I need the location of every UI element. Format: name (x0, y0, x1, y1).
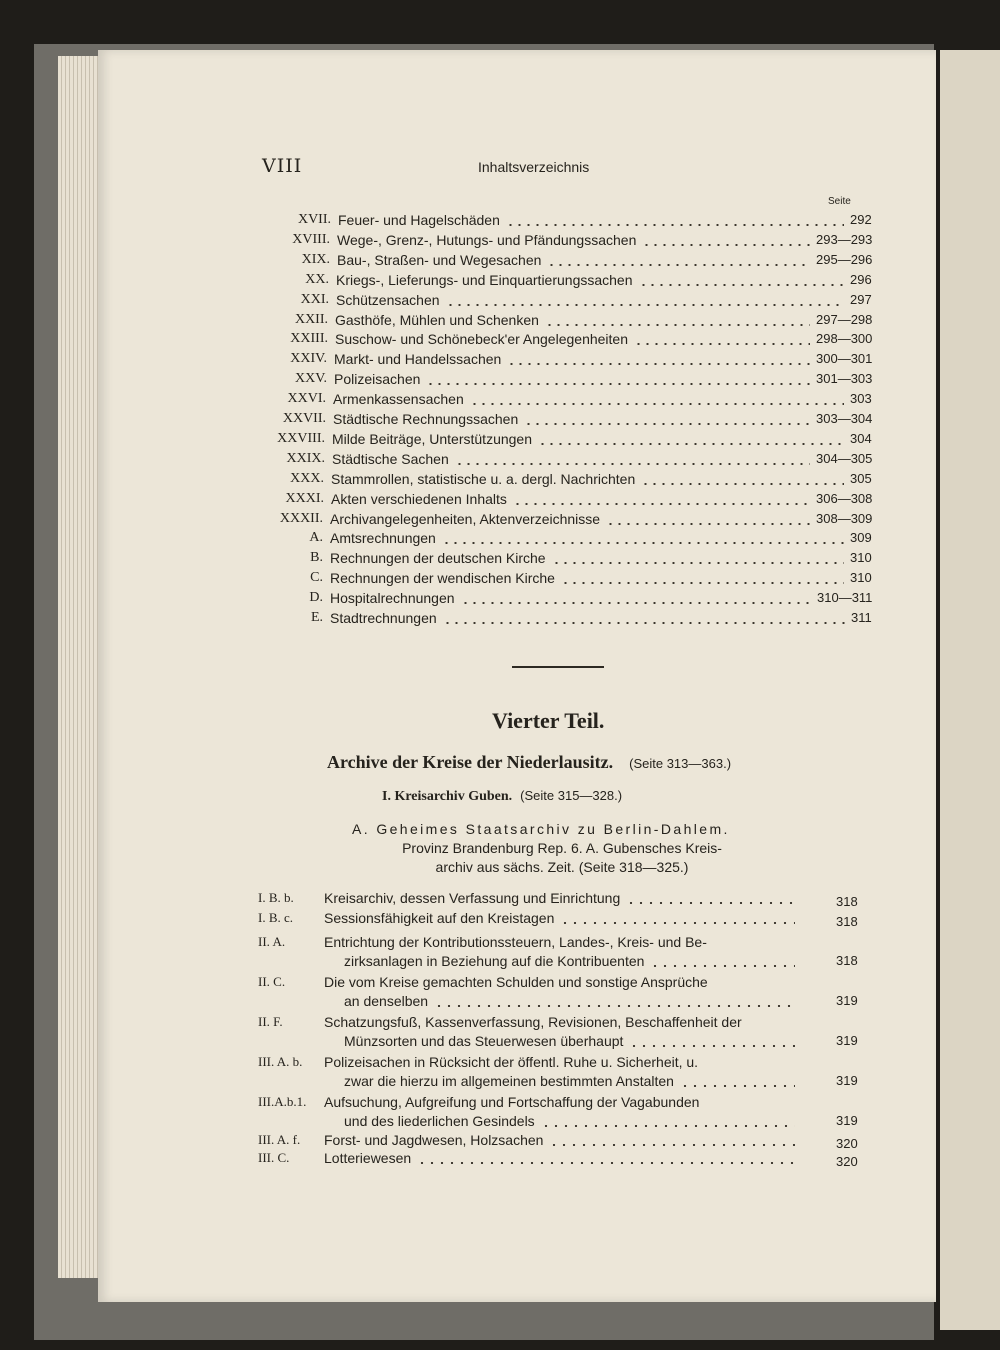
toc-row (290, 349, 873, 369)
toc-number: XXVII. (282, 411, 326, 426)
toc-title: Rechnungen der wendischen Kirche (330, 570, 555, 587)
entry-leader-dots (650, 965, 795, 967)
toc-page: 296 (850, 271, 872, 287)
toc-number: XIX. (301, 251, 330, 267)
toc-title: Städtische Sachen (332, 450, 449, 467)
section-range: (Seite 315—328.) (520, 788, 623, 803)
toc-leader-dots (461, 602, 811, 604)
toc-title: Stadtrechnungen (330, 610, 437, 626)
entry-text-line-1: Schatzungsfuß, Kassenverfassung, Revisionen, Beschaffenheit der (324, 1014, 742, 1030)
toc-leader-dots (506, 224, 844, 226)
toc-page: 311 (851, 610, 872, 625)
toc-number: E. (310, 610, 323, 625)
toc-page: 305 (850, 470, 872, 486)
toc-number: XXIX. (286, 450, 325, 466)
entry-row (0, 1148, 1000, 1168)
toc-number: XXII. (294, 311, 328, 327)
entry-number: II. F. (258, 1014, 283, 1029)
toc-leader-dots (538, 443, 844, 445)
toc-row (277, 429, 872, 449)
toc-number: XXX. (290, 470, 324, 486)
toc-title: Wege-, Grenz-, Hutungs- und Pfändungssachen (337, 231, 637, 248)
toc-row (310, 548, 872, 568)
page-number: VIII (262, 155, 303, 177)
toc-leader-dots (561, 582, 844, 584)
toc-page: 292 (850, 212, 872, 227)
entry-number: II. C. (258, 974, 286, 989)
entry-row (0, 888, 1000, 908)
section-divider (512, 666, 604, 668)
entry-number: I. B. c. (258, 910, 294, 925)
entry-text-line-2: zirksanlagen in Beziehung auf die Kontribuenten (344, 953, 645, 969)
toc-leader-dots (470, 403, 844, 405)
entry-page: 318 (836, 914, 858, 929)
toc-page: 310—311 (817, 590, 873, 606)
entry-page: 318 (836, 953, 858, 968)
archive-line-1: A. Geheimes Staatsarchiv zu Berlin-Dahlem. (352, 821, 730, 837)
entry-leader-dots (417, 1162, 795, 1164)
toc-title: Städtische Rechnungssachen (333, 411, 519, 427)
toc-number: XXV. (294, 371, 327, 387)
toc-number: XXXII. (279, 510, 323, 526)
toc-title: Hospitalrechnungen (330, 590, 455, 607)
toc-leader-dots (443, 622, 845, 624)
entry-page: 319 (836, 1113, 858, 1128)
entry-page: 318 (836, 894, 858, 909)
toc-leader-dots (455, 463, 810, 465)
toc-leader-dots (639, 284, 844, 286)
toc-title: Rechnungen der deutschen Kirche (330, 550, 546, 567)
part-subtitle (327, 752, 731, 773)
toc-number: B. (310, 550, 323, 566)
entry-row (0, 932, 1000, 972)
toc-number: XX. (305, 271, 329, 287)
archive-line-3: archiv aus sächs. Zeit. (Seite 318—325.) (435, 859, 689, 875)
toc-row (310, 568, 872, 588)
toc-leader-dots (524, 423, 810, 425)
part-title: Vierter Teil. (492, 708, 605, 733)
entry-leader-dots (626, 902, 795, 904)
entry-text-line-2: und des liederlichen Gesindels (344, 1113, 535, 1129)
toc-page: 303—304 (816, 411, 873, 426)
toc-title: Polizeisachen (334, 371, 421, 388)
toc-number: XXVIII. (277, 430, 325, 446)
entry-text-line-1: Forst- und Jagdwesen, Holzsachen (324, 1132, 544, 1148)
toc-page: 308—309 (816, 510, 873, 526)
toc-row (309, 528, 872, 548)
entry-row (0, 1052, 1000, 1092)
toc-leader-dots (642, 244, 810, 246)
toc-page: 300—301 (816, 351, 873, 367)
toc-leader-dots (513, 503, 810, 505)
toc-number: A. (309, 530, 323, 546)
toc-title: Feuer- und Hagelschäden (338, 212, 500, 228)
entry-leader-dots (680, 1085, 795, 1087)
toc-row (285, 489, 873, 509)
toc-row (305, 270, 872, 290)
entry-number: III. A. b. (258, 1054, 303, 1069)
toc-page: 310 (850, 570, 872, 586)
entry-text-line-2: zwar die hierzu im allgemeinen bestimmten Anstalten (344, 1073, 674, 1089)
toc-number: XXVI. (287, 391, 326, 407)
toc-number: XXXI. (285, 490, 324, 506)
toc-leader-dots (507, 363, 810, 365)
toc-number: D. (309, 590, 323, 606)
toc-row (294, 310, 873, 330)
part-subtitle-text: Archive der Kreise der Niederlausitz. (327, 752, 614, 772)
entry-number: III.A.b.1. (258, 1094, 307, 1109)
toc-title: Suschow- und Schönebeck'er Angelegenheiten (335, 331, 628, 348)
toc-row (309, 588, 873, 608)
toc-page: 309 (850, 530, 872, 546)
toc-row (290, 469, 872, 489)
entry-number: III. A. f. (258, 1132, 301, 1147)
toc-title: Markt- und Handelssachen (334, 351, 502, 368)
section-title-text: I. Kreisarchiv Guben. (382, 789, 513, 804)
entry-text-line-1: Kreisarchiv, dessen Verfassung und Einrichtung (324, 890, 621, 906)
toc-page: 293—293 (816, 231, 873, 247)
entry-page: 319 (836, 1073, 858, 1088)
toc-leader-dots (634, 343, 810, 345)
toc-page: 304 (850, 430, 872, 446)
entry-text-line-1: Polizeisachen in Rücksicht der öffentl. Ruhe u. Sicherheit, u. (324, 1054, 699, 1070)
entry-number: III. C. (258, 1150, 290, 1165)
toc-title: Kriegs-, Lieferungs- und Einquartierungssachen (336, 271, 633, 288)
toc-leader-dots (426, 383, 810, 385)
entry-page: 320 (836, 1136, 858, 1151)
toc-title: Milde Beiträge, Unterstützungen (332, 430, 532, 447)
toc-title: Schützensachen (336, 291, 440, 308)
toc-number: XVII. (297, 212, 331, 227)
toc-row (310, 608, 872, 628)
archive-line-2: Provinz Brandenburg Rep. 6. A. Gubensches Kreis- (402, 840, 722, 856)
toc-page: 301—303 (816, 371, 873, 387)
toc-row (301, 250, 873, 270)
toc-number: XXIII. (290, 331, 328, 347)
archive-heading (352, 820, 772, 877)
toc-title: Archivangelegenheiten, Aktenverzeichnisse (330, 510, 601, 527)
toc-page: 297 (850, 291, 872, 307)
entry-leader-dots (434, 1005, 795, 1007)
toc-number: XXI. (300, 291, 329, 307)
toc-row (279, 509, 873, 529)
toc-leader-dots (446, 304, 844, 306)
toc-leader-dots (547, 264, 810, 266)
entry-text-line-1: Aufsuchung, Aufgreifung und Fortschaffung der Vagabunden (324, 1094, 700, 1110)
entry-text-line-1: Lotteriewesen (324, 1150, 412, 1166)
toc-title: Akten verschiedenen Inhalts (331, 490, 507, 507)
toc-number: XVIII. (292, 231, 330, 247)
entry-text-line-1: Entrichtung der Kontributionssteuern, Landes-, Kreis- und Be- (324, 934, 707, 950)
entry-text-line-1: Die vom Kreise gemachten Schulden und sonstige Ansprüche (324, 974, 708, 990)
toc-title: Amtsrechnungen (330, 530, 436, 547)
toc-row (282, 409, 873, 429)
toc-leader-dots (442, 542, 844, 544)
entry-number: I. B. b. (258, 890, 294, 905)
entry-row (0, 908, 1000, 928)
entry-page: 320 (836, 1154, 858, 1169)
part-subtitle-range: (Seite 313—363.) (629, 756, 732, 771)
toc-page: 295—296 (816, 251, 873, 267)
toc-row (294, 369, 873, 389)
entry-leader-dots (560, 922, 795, 924)
entry-text-line-2: an denselben (344, 993, 429, 1009)
toc-row (297, 210, 872, 230)
toc-page: 298—300 (816, 331, 873, 347)
toc-number: XXIV. (290, 351, 327, 367)
entry-text-line-2: Münzsorten und das Steuerwesen überhaupt (344, 1033, 624, 1049)
toc-leader-dots (545, 324, 810, 326)
entry-row (0, 1012, 1000, 1052)
toc-page: 304—305 (816, 450, 873, 466)
toc-leader-dots (641, 483, 844, 485)
entry-row (0, 972, 1000, 1012)
entry-text-line-1: Sessionsfähigkeit auf den Kreistagen (324, 910, 555, 926)
toc-page: 310 (850, 550, 872, 566)
toc-leader-dots (552, 562, 844, 564)
toc-title: Gasthöfe, Mühlen und Schenken (335, 311, 539, 328)
section-title (382, 788, 622, 805)
toc-page: 303 (850, 391, 872, 407)
toc-page: 297—298 (816, 311, 873, 327)
entry-leader-dots (541, 1125, 795, 1127)
page-header (262, 155, 872, 181)
entry-row (0, 1092, 1000, 1132)
toc-title: Stammrollen, statistische u. a. dergl. Nachrichten (331, 470, 636, 487)
toc-title: Armenkassensachen (333, 391, 464, 408)
toc-row (292, 230, 873, 250)
entry-row (0, 1130, 1000, 1150)
toc-leader-dots (606, 523, 810, 525)
toc-row (286, 449, 873, 469)
entry-page: 319 (836, 1033, 858, 1048)
toc-row (300, 290, 872, 310)
running-title: Inhaltsverzeichnis (478, 159, 590, 175)
entry-page: 319 (836, 993, 858, 1008)
toc-title: Bau-, Straßen- und Wegesachen (337, 251, 542, 268)
entry-leader-dots (629, 1045, 795, 1047)
toc-number: C. (310, 570, 323, 586)
entry-number: II. A. (258, 934, 286, 949)
toc-row (290, 329, 873, 349)
entry-leader-dots (549, 1144, 795, 1146)
toc-row (287, 389, 872, 409)
page-column-label: Seite (828, 196, 851, 207)
toc-page: 306—308 (816, 490, 873, 506)
